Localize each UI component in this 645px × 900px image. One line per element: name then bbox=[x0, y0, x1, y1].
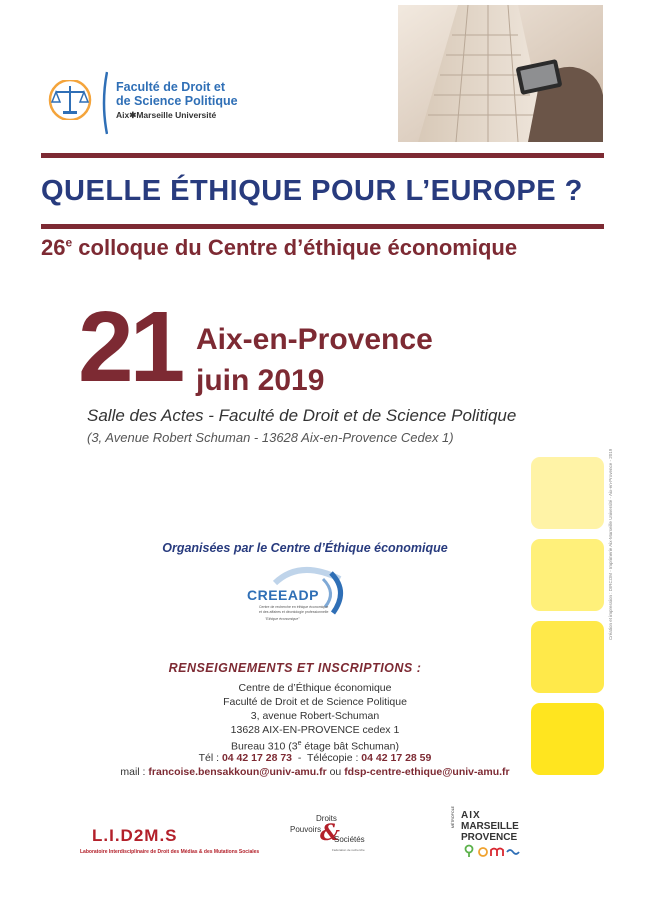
decor-square-1 bbox=[531, 457, 604, 529]
colloque-title: colloque du Centre d’éthique économique bbox=[72, 235, 518, 260]
metropole-line2: MARSEILLE bbox=[461, 821, 519, 832]
dps-line2: Pouvoirs bbox=[290, 825, 322, 834]
fax-number: 04 42 17 28 59 bbox=[361, 752, 432, 764]
event-address: (3, Avenue Robert Schuman - 13628 Aix-en-Provence Cedex 1) bbox=[87, 430, 454, 445]
logo-divider bbox=[100, 70, 108, 136]
organiser-text: Organisées par le Centre d’Éthique économique bbox=[162, 541, 448, 555]
metropole-logo bbox=[451, 806, 535, 860]
metropole-symbols-icon bbox=[463, 844, 523, 858]
creeadp-desc2: et des affaires et déontologie professionnelle bbox=[259, 610, 329, 614]
droits-pouvoirs-societes-logo bbox=[290, 808, 365, 860]
event-venue: Salle des Actes - Faculté de Droit et de Science Politique bbox=[87, 406, 517, 425]
ampersand-icon: & bbox=[320, 820, 340, 846]
page-title: QUELLE ÉTHIQUE POUR L’EUROPE ? bbox=[41, 175, 583, 207]
metropole-small: MÉTROPOLE bbox=[451, 806, 455, 828]
faculty-name-line1: Faculté de Droit et bbox=[116, 80, 226, 94]
event-city: Aix-en-Provence bbox=[196, 323, 433, 356]
dps-small: Fédération de recherche bbox=[332, 848, 365, 852]
info-heading: RENSEIGNEMENTS ET INSCRIPTIONS : bbox=[168, 661, 422, 675]
info-line-3: 3, avenue Robert-Schuman bbox=[250, 710, 380, 722]
faculty-name-line2: de Science Politique bbox=[116, 94, 238, 108]
university-name: Aix✱Marseille Université bbox=[116, 110, 217, 120]
colloque-ordinal: e bbox=[65, 235, 73, 250]
scales-of-justice-icon bbox=[44, 80, 96, 120]
mail-or: ou bbox=[326, 766, 345, 778]
mail-link-1[interactable]: francoise.bensakkoun@univ-amu.fr bbox=[148, 766, 327, 778]
info-line-2: Faculté de Droit et de Science Politique bbox=[223, 696, 407, 708]
info-phone-line bbox=[100, 751, 530, 765]
dps-line3: Sociétés bbox=[334, 835, 365, 844]
info-mail-line bbox=[60, 765, 570, 779]
print-credit: Création et impression : DIRCOM - Imprimerie Aix-Marseille Université - Aix-en-Provence - 2019 bbox=[608, 448, 613, 640]
title-top-rule bbox=[41, 153, 604, 158]
dps-line1: Droits bbox=[316, 814, 337, 823]
metropole-line1: AIX bbox=[461, 810, 481, 821]
info-line-5b: étage bât Schuman) bbox=[301, 740, 399, 753]
mail-label: mail : bbox=[120, 766, 149, 778]
lid2ms-logo-text: L.I.D2M.S bbox=[92, 826, 178, 845]
event-month-year: juin 2019 bbox=[196, 364, 325, 397]
tel-label: Tél : bbox=[198, 752, 222, 764]
lid2ms-logo-subtitle: Laboratoire Interdisciplinaire de Droit des Médias & des Mutations Sociales bbox=[80, 849, 260, 855]
tel-number: 04 42 17 28 73 bbox=[221, 752, 293, 764]
mail-link-2[interactable]: fdsp-centre-ethique@univ-amu.fr bbox=[344, 766, 510, 778]
fax-label: - Télécopie : bbox=[292, 752, 362, 764]
creeadp-logo bbox=[245, 561, 350, 625]
decor-square-3 bbox=[531, 621, 604, 693]
colloque-subtitle bbox=[41, 235, 621, 261]
title-bottom-rule bbox=[41, 224, 604, 229]
colloque-number: 26 bbox=[41, 235, 66, 260]
info-line-1: Centre de d’Éthique économique bbox=[238, 682, 392, 694]
event-day: 21 bbox=[78, 291, 182, 403]
creeadp-desc1: Centre de recherche en éthique économique bbox=[259, 605, 329, 609]
info-line-5a: Bureau 310 (3 bbox=[231, 740, 298, 753]
creeadp-tagline: "Ethique économique" bbox=[265, 617, 300, 621]
info-line-4: 13628 AIX-EN-PROVENCE cedex 1 bbox=[230, 724, 400, 736]
metropole-line3: PROVENCE bbox=[461, 832, 518, 843]
header-photo bbox=[398, 5, 603, 142]
info-line-5-sup: e bbox=[297, 740, 302, 747]
decor-square-2 bbox=[531, 539, 604, 611]
creeadp-name: CREEADP bbox=[247, 587, 319, 603]
